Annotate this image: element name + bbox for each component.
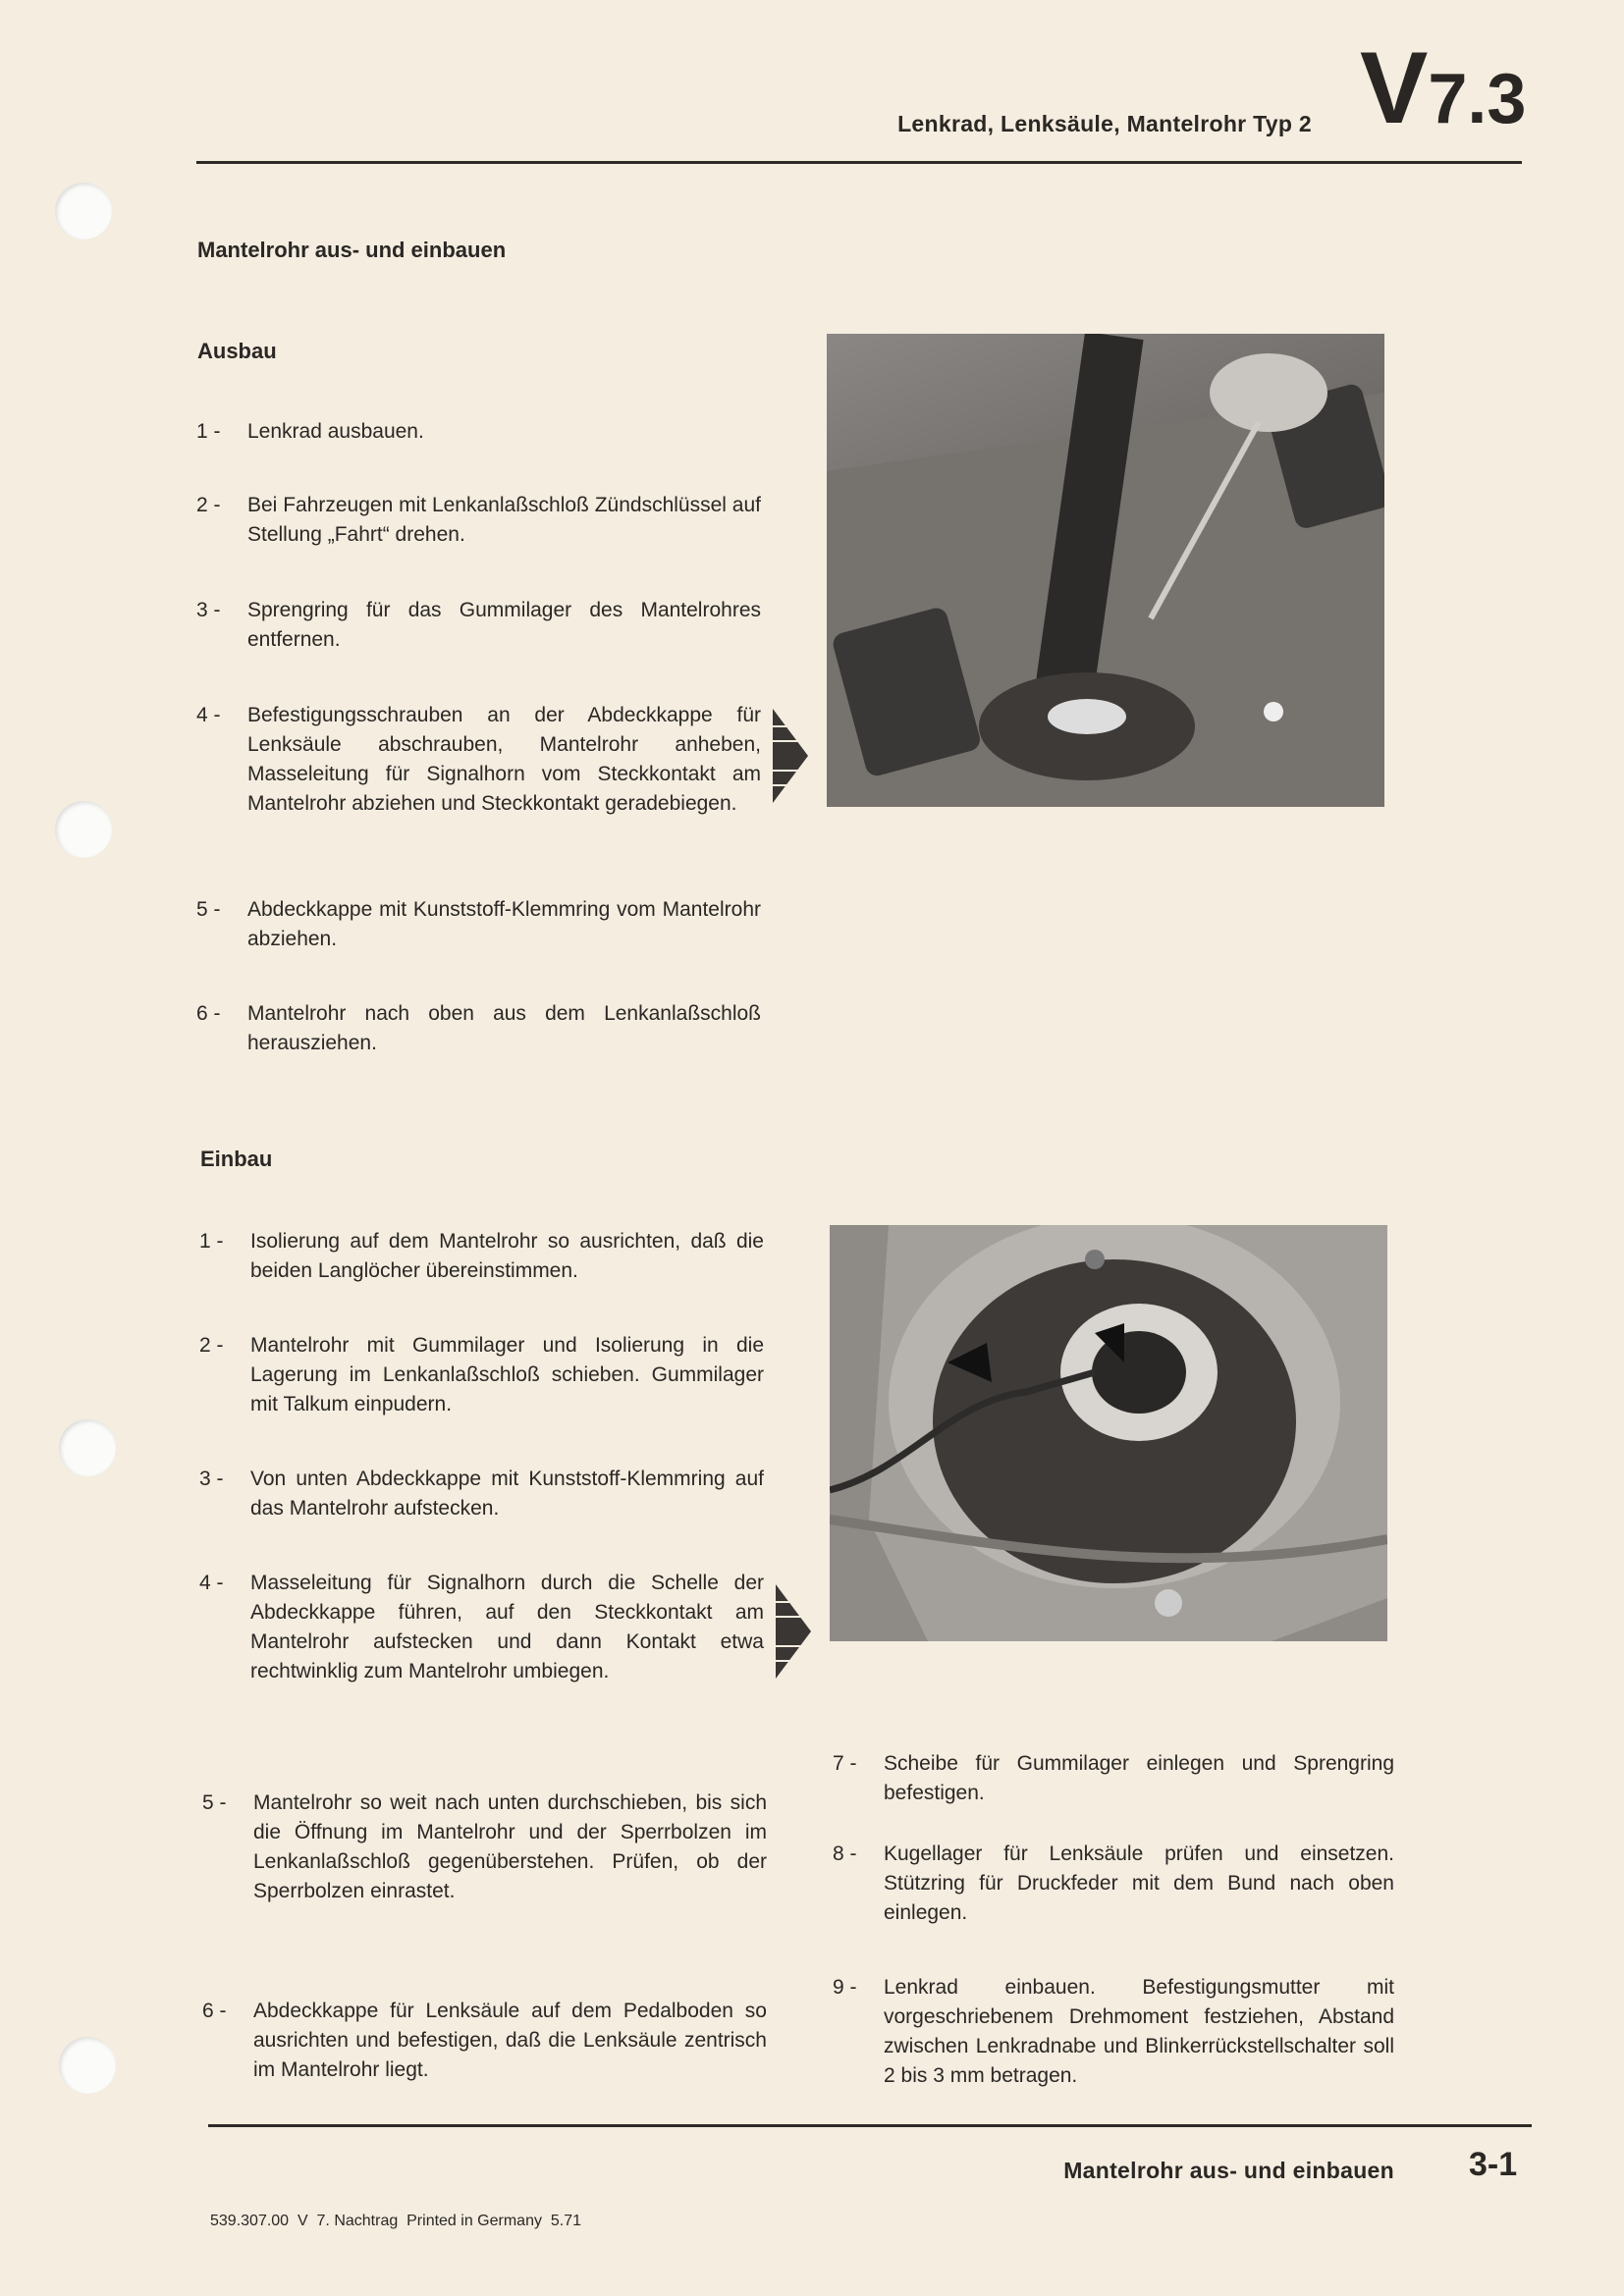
- step-text: Scheibe für Gummilager einlegen und Sprengring befestigen.: [884, 1752, 1394, 1804]
- einbau-step-2: [199, 1331, 764, 1419]
- chapter-title: Lenkrad, Lenksäule, Mantelrohr Typ 2: [897, 111, 1312, 136]
- step-number: 7 -: [833, 1752, 857, 1775]
- figure-pointer-arrow-icon: [771, 707, 810, 805]
- step-text: Mantelrohr mit Gummilager und Isolierung in die Lagerung im Lenkanlaßschloß schieben. Gummilager mit Talkum einpudern.: [250, 1334, 764, 1415]
- ausbau-step-4: [196, 701, 761, 819]
- step-number: 3 -: [199, 1468, 224, 1490]
- einbau-step-4: [199, 1569, 764, 1686]
- punch-hole: [59, 2037, 116, 2094]
- step-text: Mantelrohr nach oben aus dem Lenkanlaßschloß herausziehen.: [247, 1002, 761, 1054]
- step-text: Abdeckkappe mit Kunststoff-Klemmring vom Mantelrohr abziehen.: [247, 898, 761, 950]
- page-title: Mantelrohr aus- und einbauen: [197, 238, 507, 262]
- step-text: Sprengring für das Gummilager des Mantelrohres entfernen.: [247, 599, 761, 651]
- header-rule: [196, 161, 1522, 164]
- punch-hole: [59, 1419, 116, 1476]
- step-number: 5 -: [196, 898, 221, 921]
- footer-title: Mantelrohr aus- und einbauen: [1063, 2158, 1394, 2183]
- ausbau-heading: Ausbau: [197, 339, 277, 363]
- step-text: Von unten Abdeckkappe mit Kunststoff-Klemmring auf das Mantelrohr aufstecken.: [250, 1468, 764, 1520]
- ausbau-step-1: [196, 417, 761, 447]
- section-subnumber: 7.3: [1428, 60, 1527, 138]
- einbau-step-5: [202, 1789, 767, 1906]
- step-number: 9 -: [833, 1976, 857, 1999]
- step-text: Kugellager für Lenksäule prüfen und einsetzen. Stützring für Druckfeder mit dem Bund nach oben einlegen.: [884, 1842, 1394, 1924]
- footer-rule: [208, 2124, 1532, 2127]
- section-number: [1360, 31, 1527, 145]
- ausbau-step-5: [196, 895, 761, 954]
- print-code: 539.307.00 V 7. Nachtrag Printed in Germany 5.71: [210, 2213, 581, 2229]
- einbau-step-3: [199, 1465, 764, 1523]
- ausbau-step-2: [196, 491, 761, 550]
- step-text: Masseleitung für Signalhorn durch die Schelle der Abdeckkappe führen, auf den Steckkontakt am Mantelrohr aufstecken und dann Kontakt etwa rechtwinklig zum Mantelrohr umbiegen.: [250, 1572, 764, 1682]
- section-letter: V: [1360, 31, 1429, 145]
- punch-hole: [55, 183, 112, 240]
- step-text: Bei Fahrzeugen mit Lenkanlaßschloß Zündschlüssel auf Stellung „Fahrt“ drehen.: [247, 494, 761, 546]
- einbau-step-9: [833, 1973, 1394, 2091]
- step-number: 1 -: [199, 1230, 224, 1253]
- step-number: 6 -: [202, 2000, 227, 2022]
- step-text: Abdeckkappe für Lenksäule auf dem Pedalboden so ausrichten und befestigen, daß die Lenksäule zentrisch im Mantelrohr liegt.: [253, 2000, 767, 2081]
- einbau-step-8: [833, 1840, 1394, 1928]
- step-number: 3 -: [196, 599, 221, 621]
- punch-hole: [55, 801, 112, 858]
- ausbau-step-3: [196, 596, 761, 655]
- einbau-heading: Einbau: [200, 1147, 273, 1171]
- einbau-step-7: [833, 1749, 1394, 1808]
- step-text: Lenkrad einbauen. Befestigungsmutter mit vorgeschriebenem Drehmoment festziehen, Abstand zwischen Lenkradnabe und Blinkerrückstellschalter soll 2 bis 3 mm betragen.: [884, 1976, 1394, 2087]
- step-number: 4 -: [196, 704, 221, 726]
- step-number: 4 -: [199, 1572, 224, 1594]
- photo-abdeckkappe-installation: [830, 1225, 1387, 1641]
- photo-mantelrohr-removal: [827, 334, 1384, 807]
- step-text: Befestigungsschrauben an der Abdeckkappe für Lenksäule abschrauben, Mantelrohr anheben, Masseleitung für Signalhorn vom Steckkontakt am Mantelrohr abziehen und Steckkontakt geradebiegen.: [247, 704, 761, 815]
- step-number: 2 -: [199, 1334, 224, 1357]
- step-text: Lenkrad ausbauen.: [247, 420, 424, 443]
- step-number: 2 -: [196, 494, 221, 516]
- step-number: 1 -: [196, 420, 221, 443]
- einbau-step-1: [199, 1227, 764, 1286]
- step-number: 5 -: [202, 1791, 227, 1814]
- step-text: Isolierung auf dem Mantelrohr so ausrichten, daß die beiden Langlöcher übereinstimmen.: [250, 1230, 764, 1282]
- step-number: 8 -: [833, 1842, 857, 1865]
- ausbau-step-6: [196, 999, 761, 1058]
- step-number: 6 -: [196, 1002, 221, 1025]
- step-text: Mantelrohr so weit nach unten durchschieben, bis sich die Öffnung im Mantelrohr und der Sperrbolzen im Lenkanlaßschloß gegenüberstehen. Prüfen, ob der Sperrbolzen einrastet.: [253, 1791, 767, 1902]
- page-number: 3-1: [1469, 2146, 1518, 2183]
- figure-pointer-arrow-icon: [774, 1582, 813, 1681]
- einbau-step-6: [202, 1997, 767, 2085]
